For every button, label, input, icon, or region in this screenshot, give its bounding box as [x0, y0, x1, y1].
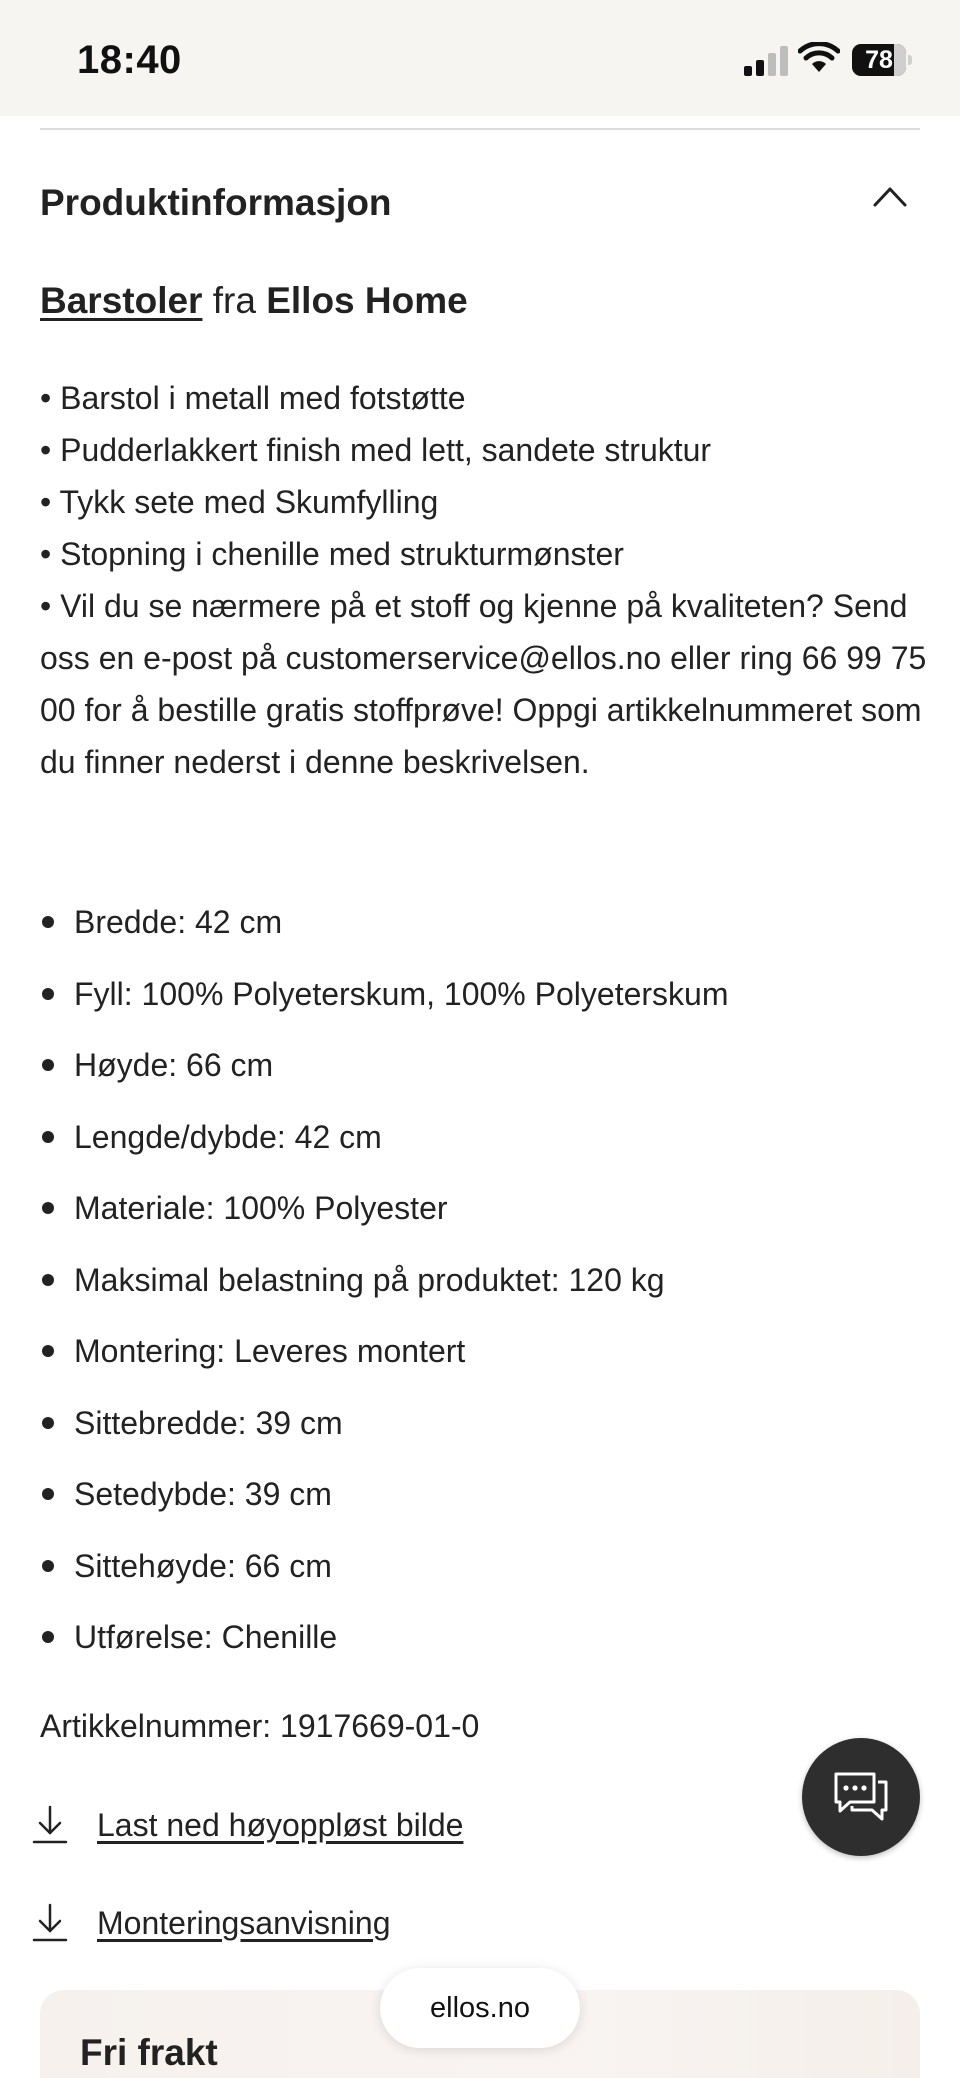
- download-image-link[interactable]: [32, 1795, 463, 1855]
- spec-item: [40, 1464, 920, 1536]
- chat-button[interactable]: [802, 1738, 920, 1856]
- bullet-icon: [42, 1417, 54, 1429]
- bullet-icon: [42, 916, 54, 928]
- cellular-signal-icon: [744, 46, 788, 76]
- spec-text: Bredde: 42 cm: [74, 904, 283, 940]
- spec-text: Sittebredde: 39 cm: [74, 1404, 343, 1441]
- spec-text: Maksimal belastning på produktet: 120 kg: [74, 1261, 665, 1298]
- spec-text: Lengde/dybde: 42 cm: [74, 1118, 382, 1155]
- wifi-icon: [798, 42, 840, 74]
- status-time: 18:40: [77, 38, 182, 82]
- section-divider: [40, 128, 920, 130]
- browser-url-bar[interactable]: ellos.no: [380, 1968, 580, 2048]
- spec-item: [40, 1321, 920, 1393]
- battery-tip: [908, 55, 912, 65]
- chevron-up-icon[interactable]: [872, 184, 908, 208]
- article-number: Artikkelnummer: 1917669-01-0: [40, 1708, 480, 1744]
- spec-item: [40, 1035, 920, 1107]
- spec-text: Materiale: 100% Polyester: [74, 1190, 448, 1226]
- chat-icon: [830, 1768, 892, 1824]
- spec-item: [40, 1250, 920, 1322]
- description-line: • Tykk sete med Skumfylling: [40, 484, 439, 520]
- download-image-label[interactable]: Last ned høyoppløst bilde: [97, 1806, 464, 1843]
- assembly-instructions-link[interactable]: [32, 1893, 391, 1953]
- bullet-icon: [42, 1488, 54, 1500]
- battery-level: 78: [865, 46, 893, 74]
- spec-item: [40, 964, 920, 1036]
- status-bar: [0, 0, 960, 116]
- spec-item: [40, 1536, 920, 1608]
- product-info-accordion-header[interactable]: [40, 170, 920, 236]
- spec-item: [40, 892, 920, 964]
- download-icon: [32, 1805, 68, 1845]
- spec-text: Montering: Leveres montert: [74, 1333, 466, 1369]
- bullet-icon: [42, 1560, 54, 1572]
- spec-item: [40, 1393, 920, 1465]
- description-line: • Barstol i metall med fotstøtte: [40, 380, 466, 416]
- spec-text: Høyde: 66 cm: [74, 1047, 274, 1083]
- spec-item: [40, 1178, 920, 1250]
- spec-item: [40, 1107, 920, 1179]
- brand-name: Ellos Home: [266, 280, 468, 321]
- bullet-icon: [42, 988, 54, 1000]
- spec-text: Fyll: 100% Polyeterskum, 100% Polyeterskum: [74, 975, 729, 1012]
- spec-item: [40, 1607, 920, 1679]
- free-shipping-title: Fri frakt: [80, 2032, 218, 2073]
- bullet-icon: [42, 1131, 54, 1143]
- download-icon: [32, 1903, 68, 1943]
- spec-list: [40, 892, 920, 1679]
- bullet-icon: [42, 1345, 54, 1357]
- spec-text: Utførelse: Chenille: [74, 1619, 338, 1655]
- spec-text: Sittehøyde: 66 cm: [74, 1547, 332, 1584]
- product-description: [40, 372, 930, 788]
- bullet-icon: [42, 1059, 54, 1071]
- description-line: • Pudderlakkert finish med lett, sandete struktur: [40, 432, 712, 468]
- brand-line: [40, 280, 468, 322]
- description-line: • Stopning i chenille med strukturmønster: [40, 536, 624, 572]
- battery-icon: [852, 44, 906, 76]
- battery-indicator: [852, 44, 912, 76]
- category-link[interactable]: Barstoler: [40, 280, 203, 321]
- bullet-icon: [42, 1202, 54, 1214]
- bullet-icon: [42, 1631, 54, 1643]
- brand-connector: fra: [212, 280, 256, 321]
- bullet-icon: [42, 1274, 54, 1286]
- section-title: Produktinformasjon: [40, 182, 392, 223]
- assembly-instructions-label[interactable]: Monteringsanvisning: [97, 1904, 391, 1941]
- spec-text: Setedybde: 39 cm: [74, 1476, 332, 1512]
- description-line: • Vil du se nærmere på et stoff og kjenne på kvaliteten? Send oss en e-post på customerservice@ellos.no eller ring 66 99 75 00 for å bestille gratis stoffprøve! Oppgi artikkelnummeret som du finner nederst i denne beskrivelsen.: [40, 588, 927, 780]
